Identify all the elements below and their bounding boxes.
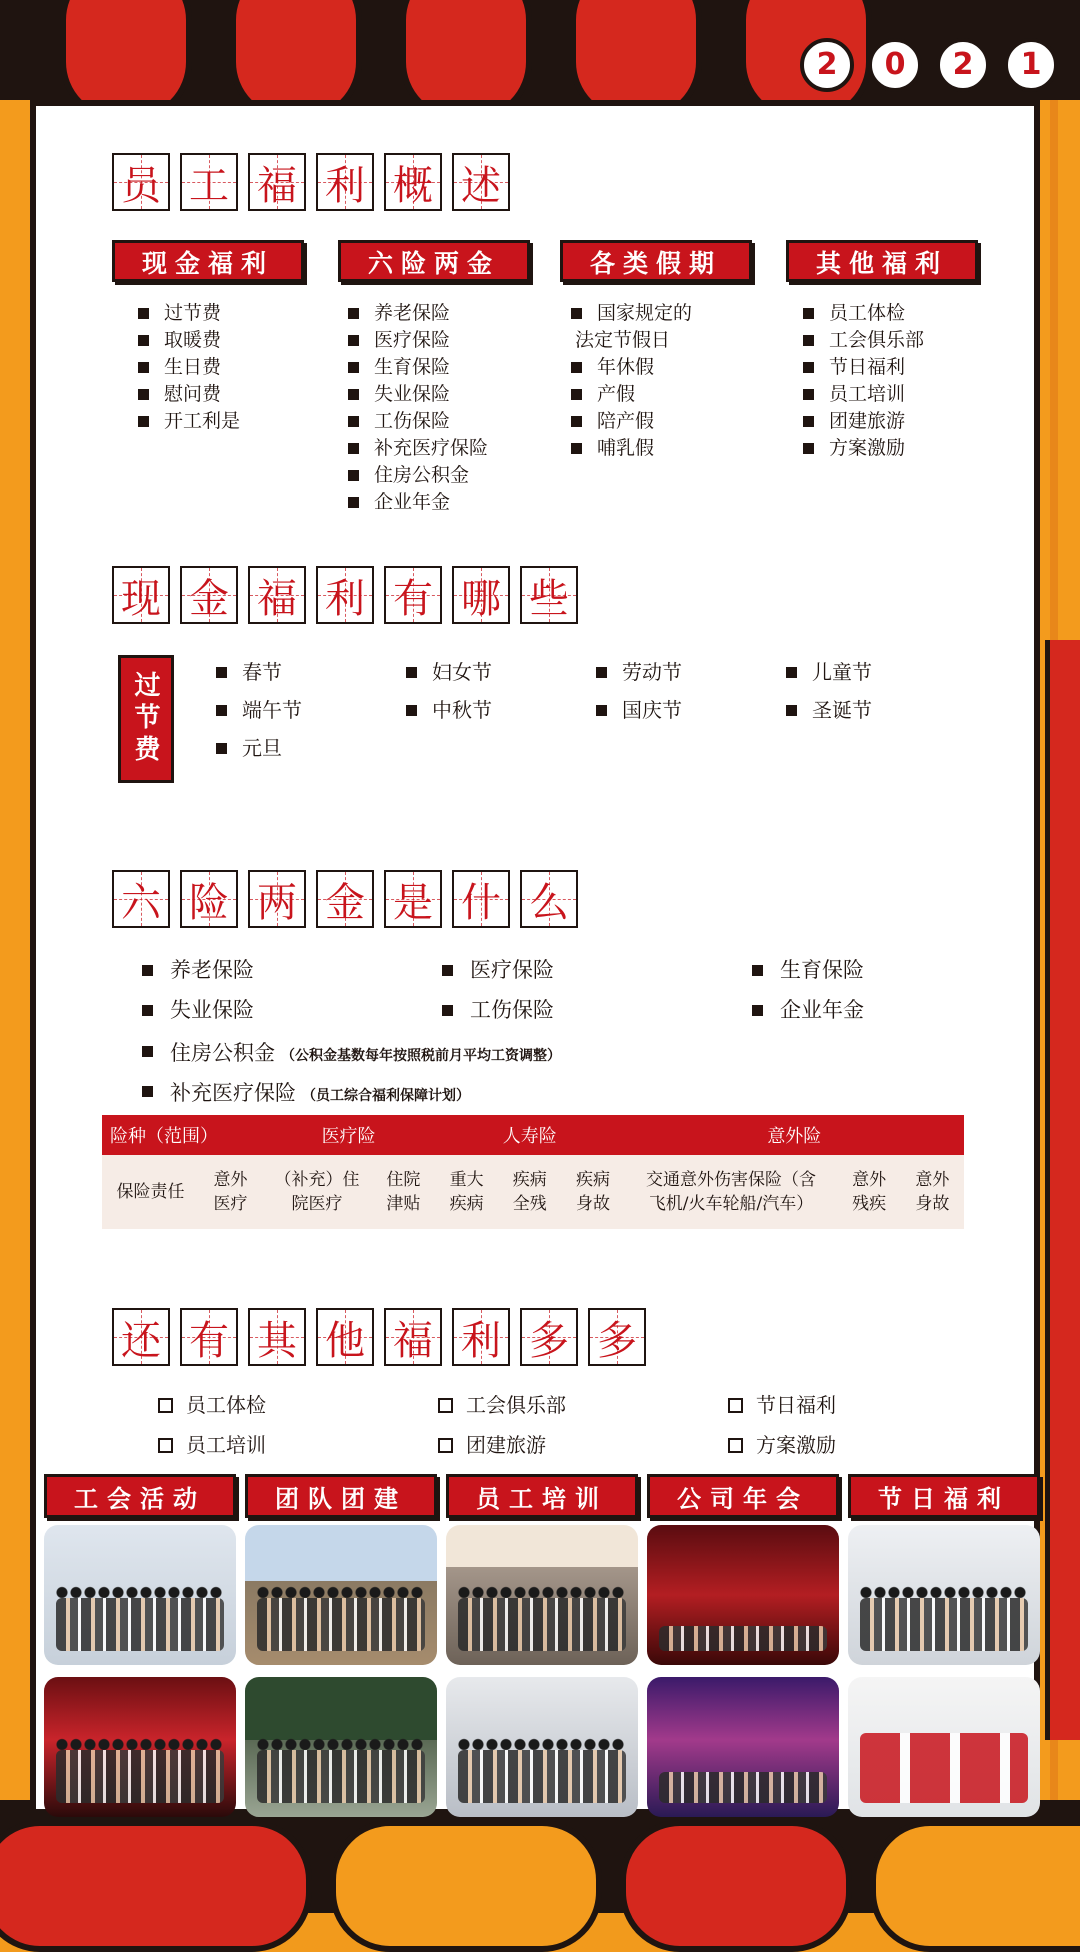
table-cell: 重大 疾病	[435, 1155, 498, 1229]
table-header: 医疗险	[321, 1126, 376, 1147]
list-item: 元旦	[214, 734, 404, 762]
list-item: 妇女节	[404, 658, 594, 686]
list-item: 工会俱乐部	[436, 1390, 726, 1420]
table-cell: 疾病 身故	[561, 1155, 624, 1229]
list-item: 团建旅游	[799, 408, 924, 435]
label-staff-training: 员工培训	[446, 1474, 638, 1518]
list-item: 方案激励	[726, 1430, 926, 1460]
list-item: 生育保险	[344, 354, 488, 381]
side-decoration	[1045, 640, 1080, 1740]
list-item: 生日费	[134, 354, 240, 381]
training-photo	[446, 1525, 638, 1665]
label-other-benefit: 其他福利	[786, 240, 978, 282]
label-festival-benefit: 节日福利	[848, 1474, 1040, 1518]
year-digit: 0	[868, 38, 922, 92]
festival-fee-label: 过节费	[118, 655, 174, 783]
activity-photos	[44, 1525, 1040, 1817]
annual-meeting-photo	[647, 1677, 839, 1817]
list-item: 取暖费	[134, 327, 240, 354]
list-item: 企业年金	[750, 996, 950, 1024]
list-item: 员工培训	[156, 1430, 436, 1460]
holiday-list	[567, 300, 692, 462]
list-item: 儿童节	[784, 658, 974, 686]
table-cell: （补充）住 院医疗	[262, 1155, 372, 1229]
year-digit: 2	[936, 38, 990, 92]
year-digit: 2	[800, 38, 854, 92]
list-item: 住房公积金	[344, 462, 488, 489]
housing-fund-label: 住房公积金	[170, 1041, 275, 1065]
cash-title: 现 金 福 利 有 哪 些	[112, 566, 578, 624]
list-item: 节日福利	[726, 1390, 926, 1420]
festival-gift-photo	[848, 1677, 1040, 1817]
list-item: 中秋节	[404, 696, 594, 724]
list-item: 失业保险	[140, 996, 440, 1024]
table-cell: 住院 津贴	[372, 1155, 435, 1229]
overview-title: 员 工 福 利 概 述	[112, 153, 510, 211]
supplementary-medical-note: （员工综合福利保障计划）	[302, 1088, 470, 1104]
table-cell: 意外 医疗	[199, 1155, 262, 1229]
table-cell: 意外 身故	[901, 1155, 964, 1229]
list-item: 端午节	[214, 696, 404, 724]
list-item: 员工体检	[799, 300, 924, 327]
table-header: 人寿险	[502, 1126, 557, 1147]
table-cell: 意外 残疾	[837, 1155, 900, 1229]
list-item: 医疗保险	[440, 956, 750, 984]
table-cell: 交通意外伤害保险（含 飞机/火车轮船/汽车）	[625, 1155, 838, 1229]
list-item: 陪产假	[567, 408, 692, 435]
list-item: 补充医疗保险	[344, 435, 488, 462]
list-item: 年休假	[567, 354, 692, 381]
training-photo	[446, 1677, 638, 1817]
label-insurance-funds: 六险两金	[338, 240, 530, 282]
list-item: 工伤保险	[440, 996, 750, 1024]
table-header: 意外险	[767, 1126, 822, 1147]
insurance-list	[344, 300, 488, 516]
list-item: 工会俱乐部	[799, 327, 924, 354]
list-item: 医疗保险	[344, 327, 488, 354]
table-header-row	[102, 1115, 964, 1155]
label-cash-benefit: 现金福利	[112, 240, 304, 282]
table-cell: 疾病 全残	[498, 1155, 561, 1229]
list-item: 生育保险	[750, 956, 950, 984]
list-item: 员工体检	[156, 1390, 436, 1420]
other-benefit-list	[799, 300, 924, 462]
cash-benefit-list	[134, 300, 240, 435]
list-item: 失业保险	[344, 381, 488, 408]
festival-list	[214, 658, 974, 762]
list-item: 劳动节	[594, 658, 784, 686]
union-activity-photo	[44, 1525, 236, 1665]
list-item: 方案激励	[799, 435, 924, 462]
list-item: 产假	[567, 381, 692, 408]
list-item: 企业年金	[344, 489, 488, 516]
list-item: 法定节假日	[575, 329, 671, 351]
list-item: 员工培训	[799, 381, 924, 408]
housing-fund-note: （公积金基数每年按照税前月平均工资调整）	[281, 1048, 561, 1064]
list-item: 节日福利	[799, 354, 924, 381]
team-building-photo	[245, 1525, 437, 1665]
label-team-building: 团队团建	[245, 1474, 437, 1518]
activity-labels	[44, 1474, 1040, 1518]
other-benefit-grid	[156, 1390, 926, 1460]
year-digit: 1	[1004, 38, 1058, 92]
supplementary-medical-item	[140, 1077, 470, 1107]
label-annual-meeting: 公司年会	[647, 1474, 839, 1518]
other-title: 还 有 其 他 福 利 多 多	[112, 1308, 646, 1366]
list-item: 慰问费	[134, 381, 240, 408]
label-holidays: 各类假期	[560, 240, 752, 282]
label-union-activity: 工会活动	[44, 1474, 236, 1518]
list-item: 圣诞节	[784, 696, 974, 724]
festival-photo	[848, 1525, 1040, 1665]
list-item: 开工利是	[134, 408, 240, 435]
list-item: 过节费	[134, 300, 240, 327]
union-activity-photo	[44, 1677, 236, 1817]
list-item: 哺乳假	[567, 435, 692, 462]
supplementary-medical-label: 补充医疗保险	[170, 1081, 296, 1105]
list-item: 团建旅游	[436, 1430, 726, 1460]
list-item: 春节	[214, 658, 404, 686]
list-item: 养老保险	[140, 956, 440, 984]
table-header: 险种（范围）	[110, 1126, 218, 1147]
housing-fund-item	[140, 1037, 561, 1067]
annual-meeting-photo	[647, 1525, 839, 1665]
insurance-title: 六 险 两 金 是 什 么	[112, 870, 578, 928]
table-cell: 保险责任	[102, 1155, 199, 1229]
insurance-table	[102, 1115, 964, 1229]
team-building-photo	[245, 1677, 437, 1817]
year-badge	[800, 38, 1058, 92]
list-item: 国家规定的	[567, 300, 692, 327]
table-row	[102, 1155, 964, 1229]
list-item: 养老保险	[344, 300, 488, 327]
list-item: 国庆节	[594, 696, 784, 724]
insurance-grid	[140, 956, 950, 1024]
list-item: 工伤保险	[344, 408, 488, 435]
